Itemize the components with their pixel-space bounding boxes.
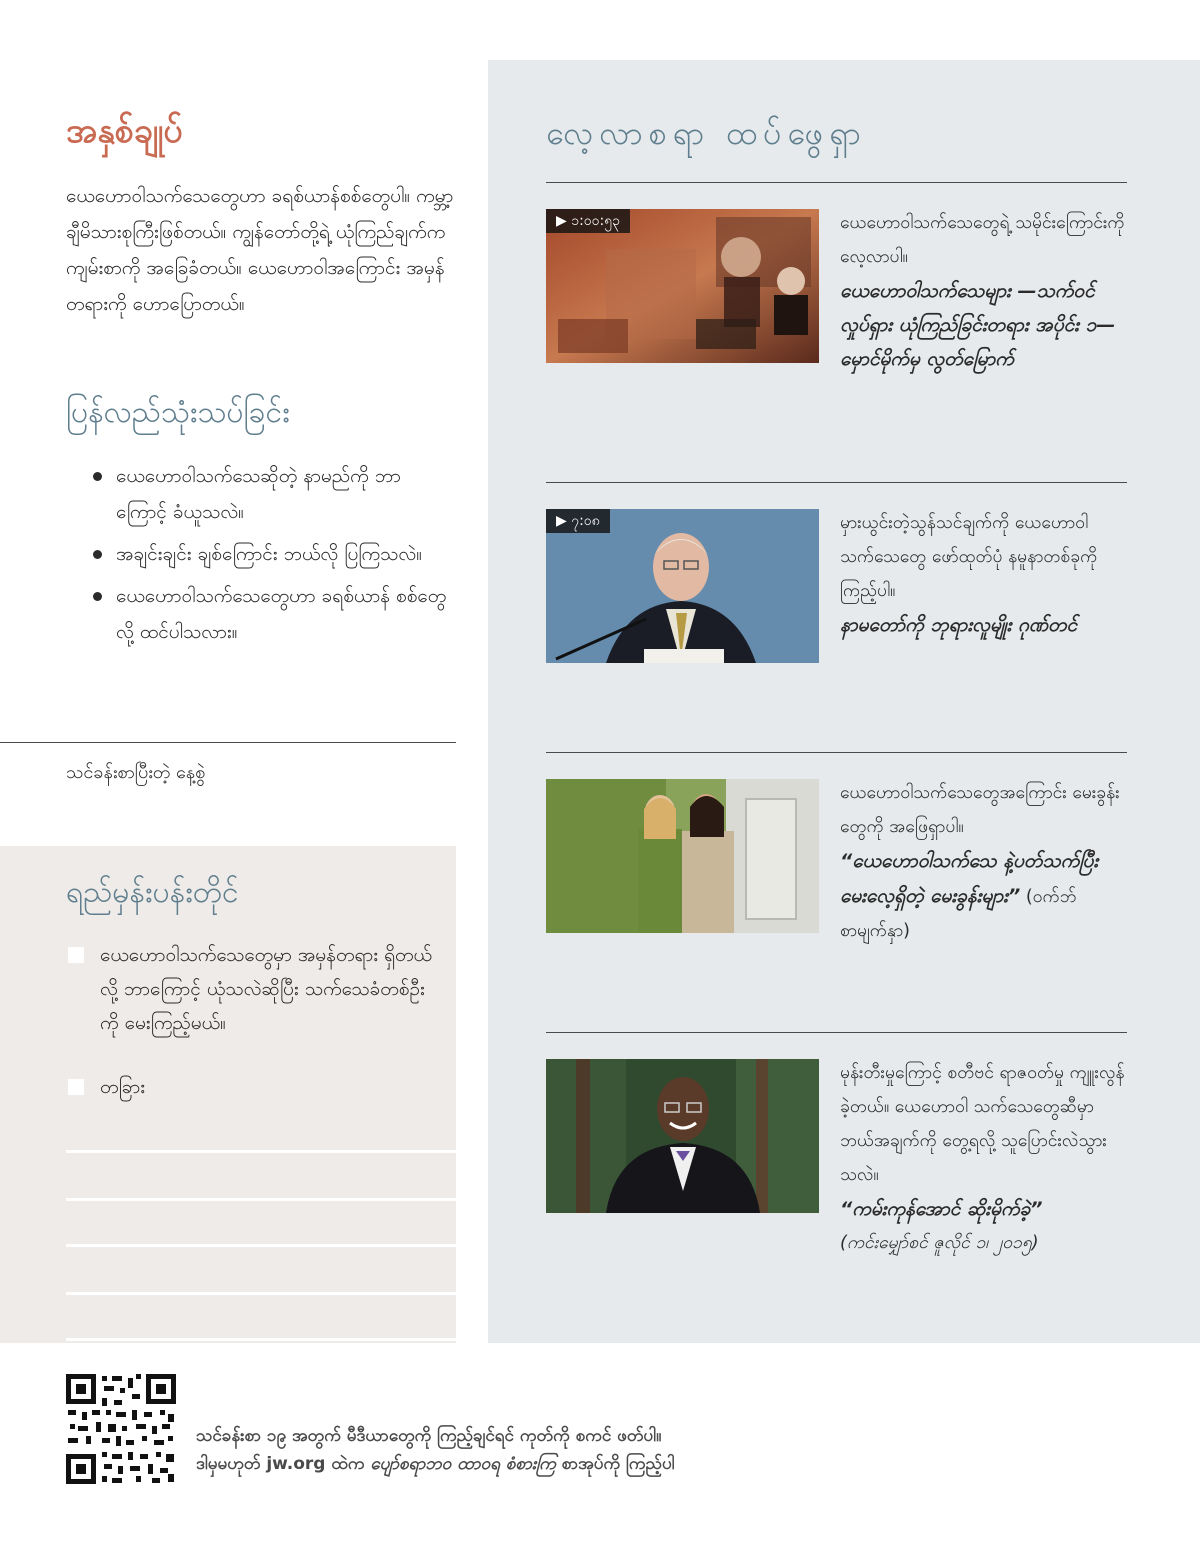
writing-line[interactable]	[66, 1338, 456, 1341]
writing-line[interactable]	[66, 1244, 456, 1247]
video-thumbnail-speaker[interactable]	[546, 509, 819, 663]
women-at-door-photo	[546, 779, 819, 933]
writing-line[interactable]	[66, 1150, 456, 1153]
card-source: (ကင်းမျှော်စင် ဇူလိုင် ၁၊ ၂၀၁၅)	[840, 1233, 1039, 1253]
image-thumbnail-man[interactable]	[546, 1059, 819, 1213]
card-title-link[interactable]: ယေဟောဝါသက်သေများ —သက်ဝင်လှုပ်ရှား ယုံကြည်ခြင်းတရား အပိုင်း ၁— မှောင်မိုက်မှ လွတ်မြောက်	[840, 280, 1116, 370]
card-source: (ဝက်ဘ်စာမျက်နှာ)	[840, 887, 1077, 941]
section-divider	[0, 742, 456, 743]
man-in-suit-photo	[546, 1059, 819, 1213]
qr-code-icon	[66, 1374, 176, 1484]
card-divider	[546, 752, 1127, 753]
card-divider	[546, 182, 1127, 183]
goal-checkbox[interactable]	[68, 1079, 84, 1095]
video-thumbnail-history[interactable]	[546, 209, 819, 363]
card-divider	[546, 1032, 1127, 1033]
summary-title: အနှစ်ချုပ်	[66, 111, 183, 151]
card-divider	[546, 482, 1127, 483]
goal-checkbox[interactable]	[68, 947, 84, 963]
card-title-link[interactable]: “ကမ်းကုန်အောင် ဆိုးမိုက်ခဲ့”	[840, 1198, 1043, 1220]
footer-line-1: သင်ခန်းစာ ၁၉ အတွက် မီဒီယာတွေကို ကြည့်ချင်ရင် ကုတ်ကို စကင် ဖတ်ပါ။	[196, 1426, 662, 1446]
image-thumbnail-women[interactable]	[546, 779, 819, 933]
goal-item-other[interactable]	[68, 1070, 438, 1104]
writing-line[interactable]	[66, 1198, 456, 1201]
card-description: မှားယွင်းတဲ့သွန်သင်ချက်ကို ယေဟောဝါသက်သေတွေ ဖော်ထုတ်ပုံ နမူနာတစ်ခုကို ကြည့်ပါ။	[840, 513, 1098, 601]
review-item: ယေဟောဝါသက်သေဆိုတဲ့ နာမည်ကို ဘာကြောင့် ခံယူသလဲ။	[90, 458, 450, 530]
review-list	[90, 458, 450, 656]
card-title-link[interactable]: နာမတော်ကို ဘုရားလူမျိုး ဂုဏ်တင်	[840, 614, 1078, 636]
review-item: ယေဟောဝါသက်သေတွေဟာ ခရစ်ယာန် စစ်တွေလို့ ထင်ပါသလား။	[90, 578, 450, 650]
footer-line-2-prefix: ဒါမှမဟုတ် jw.org ထဲက	[196, 1454, 371, 1474]
footer-book-title[interactable]: ပျော်စရာဘဝ ထာဝရ စံစားကြ	[370, 1454, 556, 1474]
video-duration: ▶ ၇:၀၈	[546, 509, 610, 533]
completion-date-label: သင်ခန်းစာပြီးတဲ့ နေ့စွဲ	[66, 762, 206, 783]
goal-text: တခြား	[100, 1076, 146, 1098]
card-title-link[interactable]: “ယေဟောဝါသက်သေ နဲ့ပတ်သက်ပြီး မေးလေ့ရှိတဲ့ မေးခွန်းများ”	[840, 850, 1099, 907]
explore-title: လေ့လာစရာ ထပ်ဖွေရှာ	[546, 114, 867, 152]
qr-code[interactable]	[66, 1374, 176, 1484]
video-duration: ▶ ၁:၀၀:၅၃	[546, 209, 630, 233]
card-questions	[840, 776, 1130, 948]
card-speaker	[840, 506, 1130, 642]
goals-title: ရည်မှန်းပန်းတိုင်	[66, 875, 239, 910]
footer-instructions	[196, 1422, 896, 1478]
card-history	[840, 206, 1130, 376]
card-description: ယေဟောဝါသက်သေတွေအကြောင်း မေးခွန်းတွေကို အဖြေရှာပါ။	[840, 783, 1120, 837]
card-story	[840, 1056, 1130, 1260]
summary-text: ယေဟောဝါသက်သေတွေဟာ ခရစ်ယာန်စစ်တွေပါ။ ကမ္ဘာ့ချီမိသားစုကြီးဖြစ်တယ်။ ကျွန်တော်တို့ရဲ့ ယုံကြည်ချက်က ကျမ်းစာကို အခြေခံတယ်။ ယေဟောဝါအကြောင်း အမှန်တရားကို ဟောပြောတယ်။	[66, 185, 454, 315]
card-description: ယေဟောဝါသက်သေတွေရဲ့ သမိုင်းကြောင်းကို လေ့လာပါ။	[840, 213, 1125, 267]
goal-text: ယေဟောဝါသက်သေတွေမှာ အမှန်တရား ရှိတယ်လို့ ဘာကြောင့် ယုံသလဲဆိုပြီး သက်သေခံတစ်ဦးကို မေးကြည့်မယ်။	[100, 944, 432, 1034]
goal-item[interactable]	[68, 938, 438, 1040]
review-item: အချင်းချင်း ချစ်ကြောင်း ဘယ်လို ပြကြသလဲ။	[90, 536, 450, 572]
card-description: မုန်းတီးမှုကြောင့် စတီဗင် ရာဇဝတ်မှု ကျူးလွန်ခဲ့တယ်။ ယေဟောဝါ သက်သေတွေဆီမှာ ဘယ်အချက်ကို တွေ့ရလို့ သူပြောင်းလဲသွားသလဲ။	[840, 1063, 1125, 1185]
writing-line[interactable]	[66, 1292, 456, 1295]
footer-line-2-suffix: စာအုပ်ကို ကြည့်ပါ	[555, 1454, 675, 1474]
review-title: ပြန်လည်သုံးသပ်ခြင်း	[66, 395, 290, 430]
card-title-wrap	[840, 844, 1130, 948]
